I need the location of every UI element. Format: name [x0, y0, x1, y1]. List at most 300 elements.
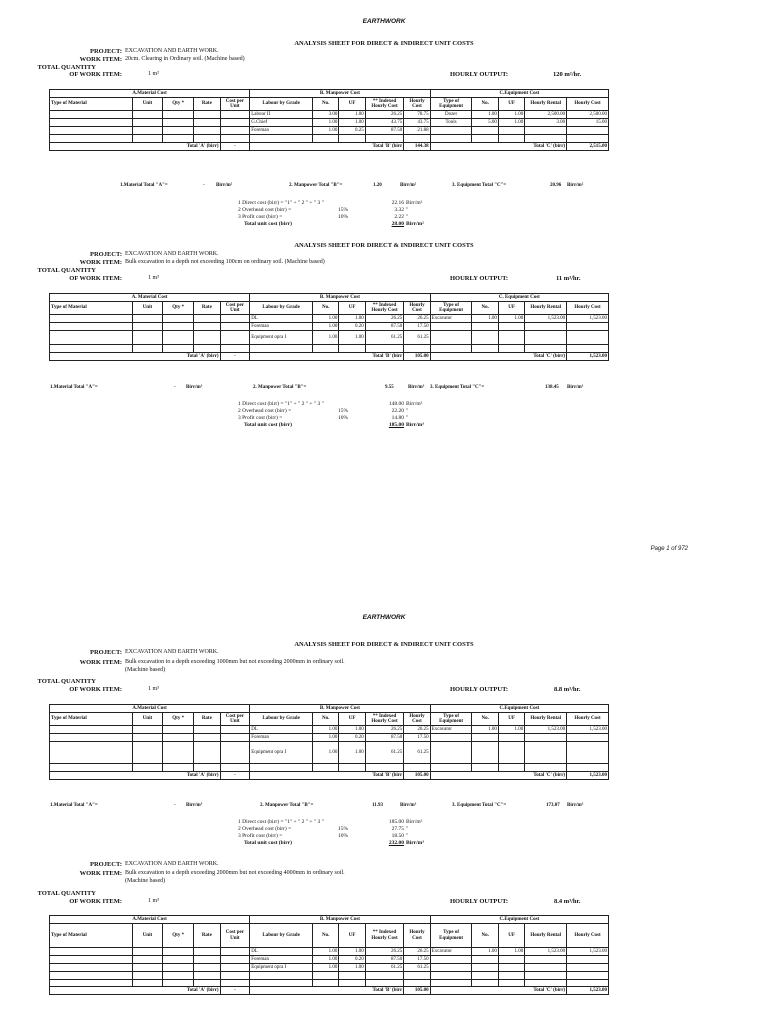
cell — [220, 948, 250, 956]
column-header: Cost per Unit — [220, 924, 250, 948]
cell — [525, 331, 567, 345]
cell — [132, 119, 163, 127]
cell — [132, 331, 163, 345]
cell — [472, 964, 498, 972]
profit-cost-value: 14.80 — [391, 415, 404, 421]
cell — [163, 764, 194, 772]
cell: 1.00 — [339, 111, 365, 119]
cell: 1,523.00 — [567, 726, 609, 734]
cell: 26.25 — [365, 315, 404, 323]
cell — [50, 742, 133, 764]
cell: Foreman — [250, 323, 313, 331]
of-work-item-label: OF WORK ITEM: — [69, 898, 122, 905]
cell — [50, 734, 133, 742]
of-work-item-label: OF WORK ITEM: — [69, 71, 122, 78]
cell — [498, 734, 524, 742]
cell — [567, 972, 609, 980]
work-item-label: WORK ITEM: — [79, 56, 122, 63]
column-header: Hourly Rental — [525, 924, 567, 948]
manpower-total-label: 2. Manpower Total "B"= — [260, 803, 314, 808]
cell — [498, 331, 524, 345]
direct-cost-unit: Birr/m³ — [406, 819, 423, 825]
cell — [132, 135, 163, 143]
total-c-value: 1,523.00 — [567, 771, 609, 779]
cell — [220, 764, 250, 772]
cell: 1,523.00 — [525, 726, 567, 734]
cell — [50, 323, 133, 331]
cell — [163, 323, 194, 331]
cell: 1.00 — [312, 315, 338, 323]
column-header: Unit — [132, 98, 163, 111]
cell: 17.50 — [404, 323, 430, 331]
work-item-label: WORK ITEM: — [79, 870, 122, 877]
profit-cost-unit: " — [406, 833, 409, 839]
cell: 2,500.00 — [567, 111, 609, 119]
cell — [132, 323, 163, 331]
cell — [220, 726, 250, 734]
cell — [132, 726, 163, 734]
profit-cost-value: 2.22 — [394, 214, 404, 220]
cell: 1.00 — [339, 119, 365, 127]
equipment-cost-heading: C.Equipment Cost — [430, 916, 608, 924]
cell — [220, 127, 250, 135]
cell — [163, 127, 194, 135]
table-row — [50, 323, 609, 331]
table-row — [50, 972, 609, 980]
cell — [163, 972, 194, 980]
cell: Excavator — [430, 948, 472, 956]
cell: Excavator — [430, 726, 472, 734]
profit-percent: 10% — [338, 833, 349, 839]
cell — [525, 135, 567, 143]
cell — [50, 331, 133, 345]
unit-cost-label: Total unit cost (birr) — [244, 840, 292, 846]
column-header: Hourly Rental — [525, 713, 567, 726]
overhead-cost-label: 2 Overhead cost (birr) = — [238, 408, 292, 414]
equipment-total-label: 3. Equipment Total "C"= — [430, 385, 485, 390]
cell: 43.75 — [404, 119, 430, 127]
cost-table — [49, 915, 609, 995]
cell: 26.25 — [365, 111, 404, 119]
cell — [250, 979, 313, 987]
column-header: Unit — [132, 713, 163, 726]
total-c-label: Total 'C' (birr) — [430, 142, 566, 150]
cell — [220, 323, 250, 331]
total-c-label: Total 'C' (birr) — [430, 771, 566, 779]
cell — [220, 135, 250, 143]
column-header: UF — [498, 98, 524, 111]
column-header: UF — [339, 302, 365, 315]
column-header: UF — [339, 924, 365, 948]
total-b-label: Total 'B' (birr — [250, 771, 404, 779]
cell — [194, 323, 220, 331]
column-header: No. — [472, 924, 498, 948]
column-header: Qty * — [163, 924, 194, 948]
cell — [525, 764, 567, 772]
overhead-cost-label: 2 Overhead cost (birr) = — [238, 207, 292, 213]
cell: 1.00 — [339, 742, 365, 764]
cell — [163, 331, 194, 345]
cell: 1.00 — [312, 948, 338, 956]
cell — [220, 315, 250, 323]
cell: Tools — [430, 119, 472, 127]
cell — [163, 345, 194, 353]
work-item-value: 20cm. Clearing in Ordinary soil. (Machine based) — [125, 56, 245, 62]
cell — [339, 972, 365, 980]
column-header: UF — [498, 713, 524, 726]
sheet-title: ANALYSIS SHEET FOR DIRECT & INDIRECT UNIT COSTS — [294, 641, 474, 648]
column-header: Type of Material — [50, 98, 133, 111]
table-row — [50, 979, 609, 987]
cell — [525, 127, 567, 135]
cell: 1.00 — [498, 315, 524, 323]
cell — [498, 764, 524, 772]
cell — [404, 345, 430, 353]
hourly-output-label: HOURLY OUTPUT: — [450, 898, 509, 905]
cell — [404, 972, 430, 980]
manpower-cost-heading: B. Manpower Cost — [250, 705, 430, 713]
column-header: Hourly Cost — [404, 713, 430, 726]
cell — [525, 734, 567, 742]
total-c-value: 1,523.00 — [567, 352, 609, 360]
manpower-total-value: 11.93 — [372, 803, 383, 808]
cell — [194, 734, 220, 742]
cell — [498, 135, 524, 143]
cell — [194, 135, 220, 143]
cell — [567, 331, 609, 345]
manpower-total-value: 1.20 — [373, 183, 382, 188]
cell — [163, 135, 194, 143]
material-total-unit: Birr/m² — [216, 183, 233, 188]
cell — [365, 135, 404, 143]
cell: 0.20 — [339, 956, 365, 964]
work-item-value-line-2: (Machine based) — [125, 667, 166, 673]
manpower-total-label: 2. Manpower Total "B"= — [289, 183, 343, 188]
cell — [498, 323, 524, 331]
cell: DL — [250, 726, 313, 734]
equipment-cost-heading: C. Equipment Cost — [430, 294, 608, 302]
cell — [567, 323, 609, 331]
table-row — [50, 331, 609, 345]
project-label: PROJECT: — [89, 48, 122, 55]
cell — [567, 956, 609, 964]
cell — [498, 127, 524, 135]
table-row — [50, 948, 609, 956]
cell: 5.00 — [472, 119, 498, 127]
cell: 26.25 — [365, 948, 404, 956]
cost-table — [49, 89, 609, 151]
totals-row — [50, 987, 609, 995]
cell — [50, 764, 133, 772]
column-header: Qty * — [163, 302, 194, 315]
cell: 78.75 — [404, 111, 430, 119]
column-header: Type of Material — [50, 924, 133, 948]
cell: 61.25 — [365, 742, 404, 764]
cell — [430, 331, 472, 345]
quantity-value: 1 m³ — [148, 686, 159, 692]
cell: 1.00 — [312, 119, 338, 127]
cell — [525, 956, 567, 964]
material-total-unit: Birr/m³ — [186, 385, 203, 390]
manpower-total-value: 9.55 — [385, 385, 394, 390]
cell — [194, 119, 220, 127]
cell — [194, 726, 220, 734]
cell: 3.00 — [312, 111, 338, 119]
column-header: No. — [472, 98, 498, 111]
cell — [132, 734, 163, 742]
column-header: Hourly Cost — [404, 98, 430, 111]
equipment-cost-heading: C.Equipment Cost — [430, 705, 608, 713]
column-header: Rate — [194, 713, 220, 726]
column-header: Labour by Grade — [250, 713, 313, 726]
cell — [312, 135, 338, 143]
cell: 61.25 — [365, 964, 404, 972]
cell — [50, 111, 133, 119]
cell — [220, 956, 250, 964]
project-label: PROJECT: — [89, 649, 122, 656]
cell — [472, 127, 498, 135]
cell — [163, 979, 194, 987]
cell — [567, 742, 609, 764]
cell: 0.20 — [339, 323, 365, 331]
cell: 15.00 — [567, 119, 609, 127]
material-total-value: - — [174, 385, 176, 390]
project-label: PROJECT: — [89, 861, 122, 868]
column-header: Cost per Unit — [220, 98, 250, 111]
material-total-label: 1.Material Total "A"= — [50, 385, 98, 390]
cell — [525, 979, 567, 987]
project-label: PROJECT: — [89, 251, 122, 258]
overhead-cost-label: 2 Overhead cost (birr) = — [238, 826, 292, 832]
cell — [132, 111, 163, 119]
column-header: ** Indexed Hourly Cost — [365, 98, 404, 111]
cell — [250, 135, 313, 143]
profit-percent: 10% — [338, 415, 349, 421]
total-c-label: Total 'C' (birr) — [430, 352, 566, 360]
cell — [50, 964, 133, 972]
cell — [404, 135, 430, 143]
hourly-output-value: 8.4 m³/hr. — [554, 898, 581, 905]
direct-cost-label: 1 Direct cost (birr) = "1" + " 2 " + " 3 " — [238, 401, 324, 407]
column-header: No. — [312, 98, 338, 111]
profit-percent: 10% — [338, 214, 349, 220]
column-header: Qty * — [163, 98, 194, 111]
column-header: Labour by Grade — [250, 302, 313, 315]
table-row — [50, 964, 609, 972]
total-quantity-label: TOTAL QUANTITY — [37, 678, 96, 685]
cell — [132, 345, 163, 353]
quantity-value: 1 m² — [148, 71, 159, 77]
cell — [220, 742, 250, 764]
project-value: EXCAVATION AND EARTH WORK. — [125, 649, 219, 655]
cell — [498, 972, 524, 980]
quantity-value: 1 m³ — [148, 898, 159, 904]
cell — [194, 742, 220, 764]
profit-cost-label: 3 Profit cost (birr) = — [238, 214, 283, 220]
column-header: UF — [339, 98, 365, 111]
direct-cost-value: 148.00 — [388, 401, 404, 407]
cell: 1.00 — [312, 956, 338, 964]
column-header: No. — [312, 302, 338, 315]
hourly-output-label: HOURLY OUTPUT: — [450, 275, 509, 282]
cell — [312, 972, 338, 980]
table-row — [50, 742, 609, 764]
cell — [220, 111, 250, 119]
cell: 87.50 — [365, 956, 404, 964]
cell — [194, 979, 220, 987]
cell — [50, 979, 133, 987]
cell — [163, 964, 194, 972]
cell: DL — [250, 315, 313, 323]
cell — [365, 345, 404, 353]
profit-cost-unit: " — [406, 214, 409, 220]
cell — [194, 948, 220, 956]
column-header: Type of Material — [50, 302, 133, 315]
cell — [163, 726, 194, 734]
equipment-total-value: 138.45 — [545, 385, 559, 390]
cell — [132, 742, 163, 764]
overhead-percent: 15% — [338, 826, 349, 832]
column-header: UF — [498, 924, 524, 948]
cell: 1.00 — [498, 111, 524, 119]
cell: 26.25 — [404, 315, 430, 323]
cell — [525, 972, 567, 980]
total-b-label: Total 'B' (birr — [250, 142, 404, 150]
total-a-label: Total 'A' (birr) — [50, 987, 221, 995]
material-total-label: 1.Material Total "A"= — [120, 183, 168, 188]
equipment-total-label: 3. Equipment Total "C"= — [452, 803, 507, 808]
cell: 1.00 — [498, 948, 524, 956]
cell — [194, 956, 220, 964]
of-work-item-label: OF WORK ITEM: — [69, 275, 122, 282]
table-row — [50, 315, 609, 323]
cell — [498, 964, 524, 972]
cell — [50, 135, 133, 143]
cell: 26.25 — [404, 948, 430, 956]
column-header: Hourly Rental — [525, 302, 567, 315]
cell — [194, 972, 220, 980]
column-header: Unit — [132, 302, 163, 315]
material-cost-heading: A. Material Cost — [50, 294, 250, 302]
unit-cost-label: Total unit cost (birr) — [244, 221, 292, 227]
unit-cost-value: 232.00 — [388, 840, 404, 846]
document-page-2 — [0, 598, 768, 1024]
cell: 26.25 — [365, 726, 404, 734]
cell — [132, 764, 163, 772]
cell: 1.00 — [339, 331, 365, 345]
manpower-cost-heading: B. Manpower Cost — [250, 916, 430, 924]
cell — [472, 331, 498, 345]
column-header: Type of Material — [50, 713, 133, 726]
direct-cost-label: 1 Direct cost (birr) = "1" + " 2 " + " 3 " — [238, 200, 324, 206]
column-header: No. — [472, 302, 498, 315]
sheet-title: ANALYSIS SHEET FOR DIRECT & INDIRECT UNIT COSTS — [294, 40, 474, 47]
cell — [498, 742, 524, 764]
cell — [132, 315, 163, 323]
overhead-cost-value: 3.32 — [394, 207, 404, 213]
cell — [472, 956, 498, 964]
column-header: Rate — [194, 302, 220, 315]
cell: 21.88 — [404, 127, 430, 135]
material-total-value: - — [174, 803, 176, 808]
manpower-total-unit: Birr/m² — [400, 183, 417, 188]
equipment-total-label: 3. Equipment Total "C"= — [452, 183, 507, 188]
cell — [312, 345, 338, 353]
total-a-value: - — [220, 771, 250, 779]
column-header: No. — [312, 924, 338, 948]
table-row — [50, 764, 609, 772]
cell — [339, 345, 365, 353]
cell: 1.00 — [312, 127, 338, 135]
project-value: EXCAVATION AND EARTH WORK. — [125, 861, 219, 867]
column-header: Hourly Cost — [567, 924, 609, 948]
cell: Foreman — [250, 734, 313, 742]
cell — [404, 764, 430, 772]
cell — [220, 972, 250, 980]
cell — [525, 323, 567, 331]
profit-cost-value: 18.50 — [391, 833, 404, 839]
table-row — [50, 119, 609, 127]
overhead-cost-unit: " — [406, 826, 409, 832]
page-break — [0, 568, 768, 590]
cell: 61.25 — [365, 331, 404, 345]
cell — [430, 972, 472, 980]
equipment-total-value: 173.07 — [546, 803, 560, 808]
cell — [430, 742, 472, 764]
cell: 1.00 — [339, 948, 365, 956]
cell — [220, 331, 250, 345]
cell — [339, 135, 365, 143]
cell: 1,523.00 — [525, 948, 567, 956]
column-header: Hourly Cost — [404, 924, 430, 948]
cell: 3.00 — [525, 119, 567, 127]
cell — [430, 323, 472, 331]
cost-table — [49, 704, 609, 780]
material-total-value: - — [203, 183, 205, 188]
cell — [163, 742, 194, 764]
cell — [472, 972, 498, 980]
column-header: Type of Equipment — [430, 302, 472, 315]
cell — [430, 135, 472, 143]
total-quantity-label: TOTAL QUANTITY — [37, 890, 96, 897]
cell — [220, 734, 250, 742]
cell: 1,523.00 — [567, 948, 609, 956]
cell — [567, 734, 609, 742]
cell — [365, 972, 404, 980]
column-header: Labour by Grade — [250, 98, 313, 111]
equipment-total-value: 20.96 — [550, 183, 562, 188]
column-header: Type of Equipment — [430, 713, 472, 726]
cell: 1.00 — [312, 964, 338, 972]
column-header: No. — [472, 713, 498, 726]
hourly-output-value: 120 m²/hr. — [553, 71, 582, 78]
cell: 1.00 — [312, 331, 338, 345]
cell: Equipment opra I — [250, 331, 313, 345]
cell: 61.25 — [404, 742, 430, 764]
material-cost-heading: A.Material Cost — [50, 916, 250, 924]
cell — [220, 979, 250, 987]
total-a-value: - — [220, 142, 250, 150]
cell — [132, 956, 163, 964]
cell — [498, 956, 524, 964]
cell — [525, 345, 567, 353]
work-item-label: WORK ITEM: — [79, 259, 122, 266]
cell: Excavator — [430, 315, 472, 323]
cell: Labour II — [250, 111, 313, 119]
overhead-percent: 15% — [338, 408, 349, 414]
cell: 87.50 — [365, 734, 404, 742]
cell — [525, 964, 567, 972]
